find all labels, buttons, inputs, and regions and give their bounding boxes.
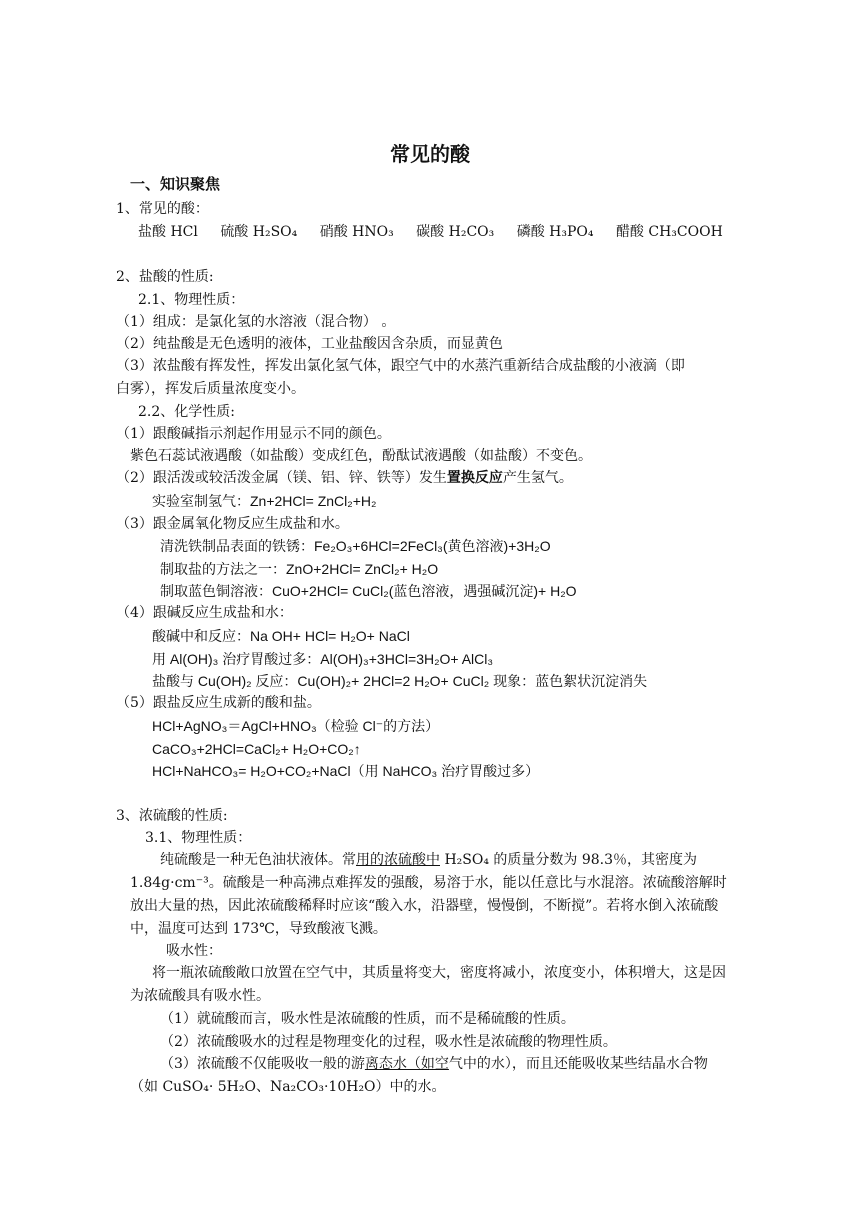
subheading-absorbency: 吸水性：: [166, 943, 222, 959]
text-span: （2）跟活泼或较活泼金属（镁、铝、锌、铁等）发生: [116, 470, 447, 486]
equation-line: 盐酸与 Cu(OH)₂ 反应：Cu(OH)₂+ 2HCl=2 H₂O+ CuCl₂ 现象：蓝色絮状沉淀消失: [152, 673, 648, 689]
acid-item: 磷酸 H₃PO₄: [516, 224, 594, 240]
text-line: （5）跟盐反应生成新的酸和盐。: [116, 695, 321, 711]
equation-line: 用 Al(OH)₃ 治疗胃酸过多：Al(OH)₃+3HCl=3H₂O+ AlCl₃: [152, 651, 494, 667]
equation-line: CaCO₃+2HCl=CaCl₂+ H₂O+CO₂↑: [152, 741, 361, 757]
text-line: （1）就硫酸而言，吸水性是浓硫酸的性质，而不是稀硫酸的性质。: [160, 1011, 575, 1027]
text-line: 白雾），挥发后质量浓度变小。: [116, 381, 305, 397]
section-hcl-properties: 2、盐酸的性质:: [116, 269, 214, 285]
acid-item: 盐酸 HCl: [138, 224, 198, 240]
text-span: 纯硫酸是一种无色油状液体。常: [160, 852, 356, 868]
text-line: （4）跟碱反应生成盐和水：: [116, 605, 293, 621]
section-heading-1: 一、知识聚焦: [130, 175, 221, 193]
underlined-text: 离态水（如空: [364, 1056, 449, 1072]
text-span: 气中的水），而且还能吸收某些结晶水合物（如 CuSO₄· 5H₂O、Na₂CO₃·10H₂O）中的水。: [130, 1056, 708, 1095]
text-line: （3）浓盐酸有挥发性，挥发出氯化氢气体，跟空气中的水蒸汽重新结合成盐酸的小液滴（即: [116, 358, 685, 374]
equation-line: 清洗铁制品表面的铁锈：Fe₂O₃+6HCl=2FeCl₃(黄色溶液)+3H₂O: [160, 538, 551, 554]
paragraph: 将一瓶浓硫酸敞口放置在空气中，其质量将变大，密度将减小，浓度变小，体积增大，这是因为浓硫酸具有吸水性。: [130, 965, 726, 1004]
equation-line: 酸碱中和反应：Na OH+ HCl= H₂O+ NaCl: [152, 628, 410, 644]
equation-line: 制取蓝色铜溶液：CuO+2HCl= CuCl₂(蓝色溶液，遇强碱沉淀)+ H₂O: [160, 583, 577, 599]
text-line: （2）纯盐酸是无色透明的液体，工业盐酸因含杂质，而显黄色: [116, 336, 503, 352]
paragraph: [130, 1053, 730, 1099]
text-line: （1）跟酸碱指示剂起作用显示不同的颜色。: [116, 426, 391, 442]
emphasis-text: 置换反应: [446, 470, 503, 486]
acid-item: 碳酸 H₂CO₃: [416, 224, 495, 240]
equation-line: HCl+NaHCO₃= H₂O+CO₂+NaCl（用 NaHCO₃ 治疗胃酸过多）: [152, 763, 540, 779]
equation-line: 实验室制氢气：Zn+2HCl= ZnCl₂+H₂: [152, 493, 377, 509]
equation-line: 制取盐的方法之一：ZnO+2HCl= ZnCl₂+ H₂O: [160, 561, 439, 577]
text-line: 紫色石蕊试液遇酸（如盐酸）变成红色，酚酞试液遇酸（如盐酸）不变色。: [130, 448, 592, 464]
section-sulfuric-properties: 3、浓硫酸的性质:: [116, 808, 228, 824]
text-line: （1）组成：是氯化氢的水溶液（混合物） 。: [116, 314, 396, 330]
paragraph: [130, 849, 730, 941]
page-title: 常见的酸: [390, 142, 470, 166]
subsection-chemical: 2.2、化学性质:: [138, 404, 235, 420]
acid-item: 硝酸 HNO₃: [319, 224, 394, 240]
text-span: H₂SO₄ 的质量分数为 98.3％，其密度为 1.84g·cm⁻³。硫酸是一种高沸点难挥发的强酸，易溶于水，能以任意比与水混溶。浓硫酸溶解时放出大量的热，因此浓硫酸稀释时应该“酸入水，沿器壁，慢慢倒，不断搅”。若将水倒入浓硫酸中，温度可达到 173℃，导致酸液飞溅。: [130, 852, 727, 937]
text-span: （3）浓硫酸不仅能吸收一般的游: [160, 1056, 365, 1072]
text-line: （3）跟金属氧化物反应生成盐和水。: [116, 516, 349, 532]
subsection-physical: 3.1、物理性质：: [145, 830, 252, 846]
text-line: [116, 469, 573, 487]
text-span: 产生氢气。: [502, 470, 573, 486]
subsection-physical: 2.1、物理性质：: [138, 292, 245, 308]
item-common-acids: 1、常见的酸：: [116, 201, 209, 217]
acid-list: [138, 223, 741, 241]
acid-item: 硫酸 H₂SO₄: [220, 224, 298, 240]
equation-line: HCl+AgNO₃＝AgCl+HNO₃（检验 Cl⁻的方法）: [152, 718, 440, 734]
acid-item: 醋酸 CH₃COOH: [615, 224, 723, 240]
text-line: （2）浓硫酸吸水的过程是物理变化的过程，吸水性是浓硫酸的物理性质。: [160, 1034, 617, 1050]
underlined-text: 用的浓硫酸中: [356, 852, 440, 868]
